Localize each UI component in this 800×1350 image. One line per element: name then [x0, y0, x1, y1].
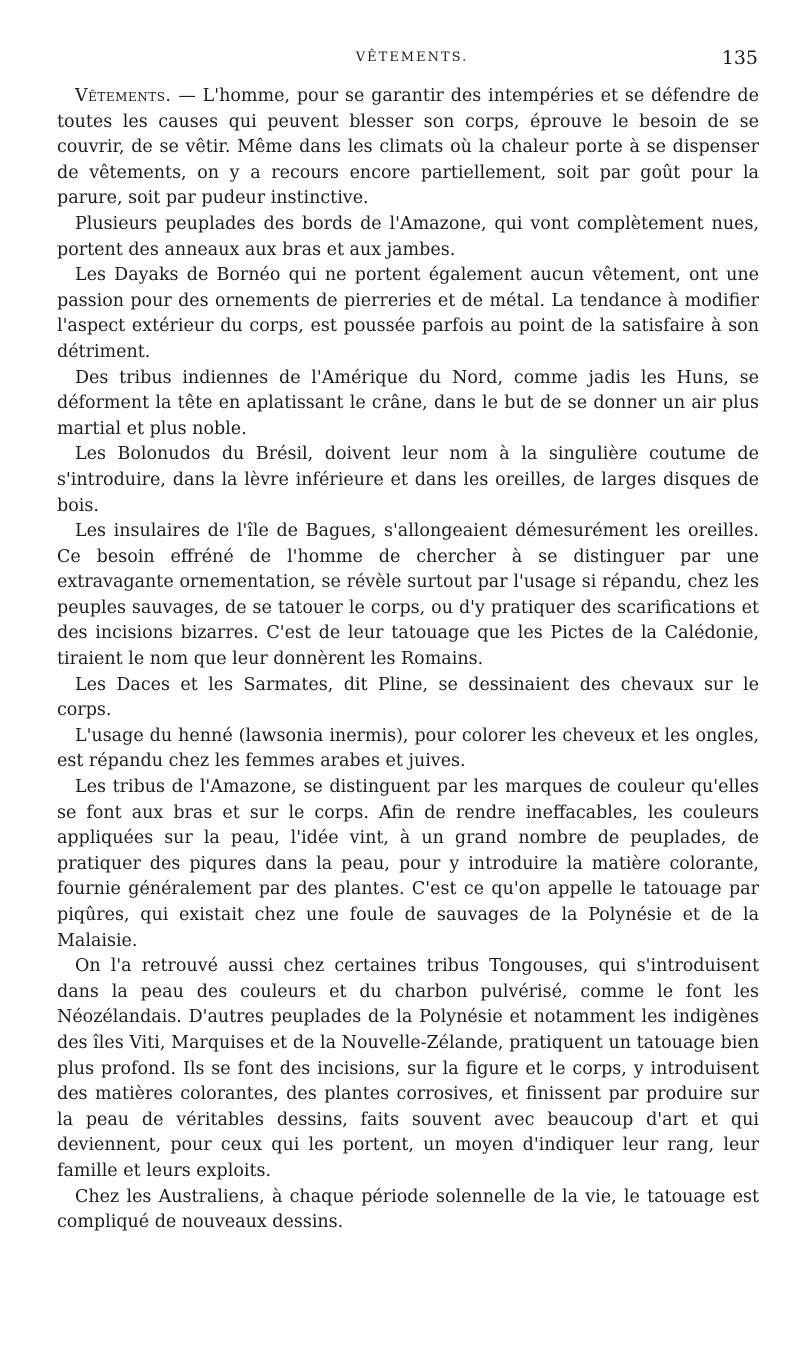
paragraph — [57, 84, 759, 212]
paragraph: Chez les Australiens, à chaque période solennelle de la vie, le tatouage est compliqué de nouveaux dessins. — [57, 1186, 759, 1233]
paragraph: Les insulaires de l'île de Bagues, s'allongeaient démesurément les oreilles. Ce besoin effréné de l'homme de chercher à se distinguer par une extravagante ornementation, se révèle surtout par l'usage si répandu, chez les peuples sauvages, de se tatouer le corps, ou d'y pratiquer des scarifications et des incisions bizarres. C'est de leur tatouage que les Pictes de la Calédonie, tiraient le nom que leur donnèrent les Romains. — [57, 521, 759, 670]
paragraph-text: — L'homme, pour se garantir des intempéries et se défendre de toutes les causes qui peuvent blesser son corps, éprouve le besoin de se couvrir, de se vêtir. Même dans les climats où la chaleur porte à se dispenser de vêtements, on y a recours encore partiellement, soit par goût pour la parure, soit par pudeur instinctive. — [57, 86, 759, 209]
page-number: 135 — [721, 47, 758, 69]
paragraph: Les Bolonudos du Brésil, doivent leur nom à la singulière coutume de s'introduire, dans la lèvre inférieure et dans les oreilles, de larges disques de bois. — [57, 444, 759, 516]
running-title: VÊTEMENTS. — [355, 50, 469, 65]
paragraph: On l'a retrouvé aussi chez certaines tribus Tongouses, qui s'introduisent dans la peau des couleurs et du charbon pulvérisé, comme le font les Néozélandais. D'autres peuplades de la Polynésie et notamment les indigènes des îles Viti, Marquises et de la Nouvelle-Zélande, pratiquent un tatouage bien plus profond. Ils se font des incisions, sur la figure et le corps, y introduisent des matières colorantes, des plantes corrosives, et finissent par produire sur la peau de véritables dessins, faits souvent avec beaucoup d'art et qui deviennent, pour ceux qui les portent, un moyen d'indiquer leur rang, leur famille et leurs exploits. — [57, 956, 759, 1181]
paragraph: Les Dayaks de Bornéo qui ne portent également aucun vêtement, ont une passion pour des ornements de pierreries et de métal. La tendance à modifier l'aspect extérieur du corps, est poussée parfois au point de la satisfaire à son détriment. — [57, 265, 759, 362]
paragraph: Des tribus indiennes de l'Amérique du Nord, comme jadis les Huns, se déforment la tête en aplatissant le crâne, dans le but de se donner un air plus martial et plus noble. — [57, 367, 759, 439]
section-lead: Vêtements. — [75, 86, 172, 106]
paragraph: Plusieurs peuplades des bords de l'Amazone, qui vont complètement nues, portent des anneaux aux bras et aux jambes. — [57, 213, 759, 260]
paragraph: L'usage du henné (lawsonia inermis), pour colorer les cheveux et les ongles, est répandu chez les femmes arabes et juives. — [57, 725, 759, 772]
paragraph: Les Daces et les Sarmates, dit Pline, se dessinaient des chevaux sur le corps. — [57, 674, 759, 721]
paragraph: Les tribus de l'Amazone, se distinguent par les marques de couleur qu'elles se font aux bras et sur le corps. Afin de rendre ineffacables, les couleurs appliquées sur la peau, l'idée vint, à un grand nombre de peuplades, de pratiquer des piqures dans la peau, pour y introduire la matière colorante, fournie généralement par des plantes. C'est ce qu'on appelle le tatouage par piqûres, qui existait chez une foule de sauvages de la Polynésie et de la Malaisie. — [57, 777, 759, 951]
body-text — [57, 84, 759, 1236]
page-header — [0, 47, 800, 77]
